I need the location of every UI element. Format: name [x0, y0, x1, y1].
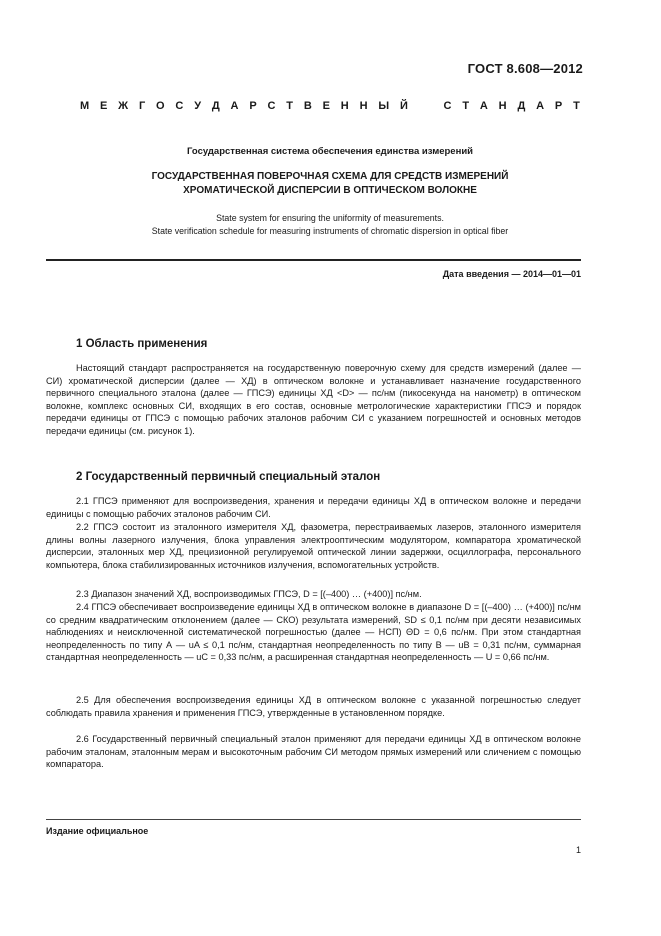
main-title — [70, 170, 590, 198]
banner-letter: В — [303, 100, 312, 112]
clause-2-2: 2.2 ГПСЭ состоит из эталонного измерителя ХД, фазометра, перестраиваемых лазеров, эталонного измерителя длины волны лазерного излучения, блока управления электрооптическим модулятором, компаратора хроматической дисперсии, эталонных мер ХД, прецизионной регулируемой оптической линии задержки, осциллографа, персонального компьютера, блока стабилизированных источников излучения, вспомогательных устройств. — [46, 522, 581, 570]
banner-letter: О — [156, 100, 165, 112]
banner-letter: А — [230, 100, 239, 112]
banner-letter: Ы — [378, 100, 390, 112]
system-title: Государственная система обеспечения единства измерений — [186, 146, 474, 157]
banner-letter: М — [80, 100, 90, 112]
banner-letter: Р — [249, 100, 257, 112]
banner-letter: Т — [573, 100, 580, 112]
banner-letter: Н — [498, 100, 507, 112]
banner-letter: А — [479, 100, 488, 112]
banner-letter: Н — [359, 100, 368, 112]
clause-2-3: 2.3 Диапазон значений ХД, воспроизводимых ГПСЭ, D = [(–400) … (+400)] пс/нм. — [76, 589, 422, 599]
banner-letter: Д — [517, 100, 526, 112]
banner-letter: А — [536, 100, 545, 112]
page-number: 1 — [575, 845, 581, 855]
banner-letter: Й — [399, 100, 408, 112]
banner-letter: Т — [286, 100, 294, 112]
clause-2-5: 2.5 Для обеспечения воспроизведения единицы ХД в оптическом волокне с указанной погрешностью следует соблюдать правила хранения и применения ГПСЭ, утвержденные в установленном порядке. — [46, 695, 581, 718]
main-title-line-1: ГОСУДАРСТВЕННАЯ ПОВЕРОЧНАЯ СХЕМА ДЛЯ СРЕДСТВ ИЗМЕРЕНИЙ — [151, 171, 509, 182]
section-2-heading: 2 Государственный первичный специальный эталон — [76, 471, 381, 483]
banner-letter: Ж — [118, 100, 129, 112]
interstate-standard-banner — [80, 100, 580, 112]
banner-letter: Д — [211, 100, 220, 112]
banner-letter: Р — [554, 100, 563, 112]
banner-letter: С — [267, 100, 276, 112]
banner-letter: Т — [462, 100, 470, 112]
clause-2-4: 2.4 ГПСЭ обеспечивает воспроизведение единицы ХД в оптическом волокне в диапазоне D = [(–400) … (+400)] пс/нм со средним квадратическим отклонением (далее — СКО) результата измерений, SD ≤ 0,1 пс/нм при десяти независимых наблюдениях и неисключенной систематической погрешностью (далее — НСП) ΘD = 0,6 пс/нм. При этом стандартная неопределенность по типу А — uA ≤ 0,1 пс/нм, стандартная неопределенность по типу В — uB = 0,31 пс/нм, суммарная стандартная неопределенность — uC = 0,33 пс/нм, а расширенная стандартная неопределенность — U = 0,66 пс/нм. — [46, 602, 581, 663]
footer-divider — [46, 819, 581, 820]
section-1-heading: 1 Область применения — [76, 338, 208, 350]
gost-code: ГОСТ 8.608—2012 — [467, 61, 583, 76]
banner-letter: У — [194, 100, 202, 112]
section-1-paragraph: Настоящий стандарт распространяется на государственную поверочную схему для средств измерений (далее — СИ) хроматической дисперсии (далее — ХД) в оптическом волокне и устанавливает назначение государственного первичного специального эталона (далее — ГПСЭ) единицы ХД <D> — пс/нм (пикосекунда на нанометр) в оптическом волокне, комплекс основных СИ, входящих в его состав, основные метрологические характеристики ГПСЭ и порядок передачи единицы от ГПСЭ с помощью рабочих эталонов рабочим СИ с указанием погрешностей и основных методов передачи единицы (см. рисунок 1). — [46, 363, 581, 436]
clause-2-1: 2.1 ГПСЭ применяют для воспроизведения, хранения и передачи единицы ХД в оптическом волокне и передачи единицы с помощью рабочих эталонов рабочим СИ. — [46, 496, 581, 519]
english-title-line-2: State verification schedule for measuring instruments of chromatic dispersion in optical fiber — [151, 226, 509, 236]
official-edition-label: Издание официальное — [46, 826, 149, 836]
banner-letter: Е — [322, 100, 330, 112]
clause-2-6: 2.6 Государственный первичный специальный эталон применяют для передачи единицы ХД в оптическом волокне рабочим эталонам, эталонным мерам и высокоточным рабочим СИ методом прямых измерений или сличением с помощью компаратора. — [46, 734, 581, 770]
english-title — [70, 212, 590, 238]
banner-letter: С — [175, 100, 184, 112]
banner-letter: Г — [138, 100, 146, 112]
banner-letter: С — [443, 100, 452, 112]
english-title-line-1: State system for ensuring the uniformity of measurements. — [216, 213, 444, 223]
main-title-line-2: ХРОМАТИЧЕСКОЙ ДИСПЕРСИИ В ОПТИЧЕСКОМ ВОЛОКНЕ — [183, 185, 477, 196]
banner-letter: Е — [100, 100, 108, 112]
banner-word-gap — [419, 100, 433, 112]
title-divider — [46, 259, 581, 261]
introduction-date: Дата введения — 2014—01—01 — [442, 269, 581, 279]
banner-letter: Н — [340, 100, 349, 112]
